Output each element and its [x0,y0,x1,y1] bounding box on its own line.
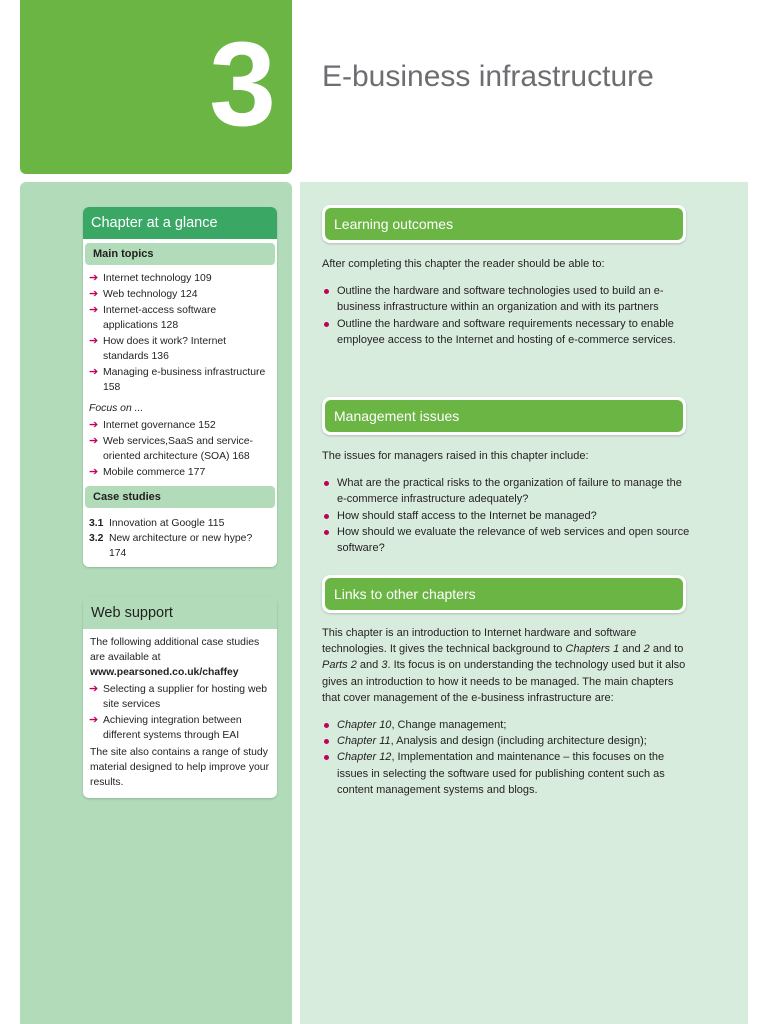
arrow-icon: ➔ [89,304,99,316]
chapter-number-box [20,0,292,174]
case-title: New architecture or new hype? 174 [109,533,253,559]
list-item: ➔ Mobile commerce 177 [89,466,206,478]
management-issues-heading: Management issues [325,400,683,432]
chapter-number: 3 [209,17,276,151]
list-item: ➔ Web technology 124 [89,288,198,300]
list-item: ➔ Selecting a supplier for hosting web site services [89,683,268,710]
web-support-list [83,682,277,743]
learning-outcomes-box [322,205,686,243]
links-text [322,625,690,798]
main-topics-heading: Main topics [85,243,275,265]
list-item: Chapter 11, Analysis and design (including architecture design); [322,733,690,749]
arrow-icon: ➔ [89,366,99,378]
links-list [322,717,690,798]
web-support-outro: The site also contains a range of study material designed to help improve your results. [90,747,270,788]
list-item: ➔ Web services,SaaS and service-oriented architecture (SOA) 168 [89,435,253,462]
focus-on-label: Focus on ... [89,403,144,414]
list-item: Outline the hardware and software technologies used to build an e-business infrastructure within an organization and with its partners [322,283,690,315]
list-item: ➔ Achieving integration between different systems through EAI [89,714,242,741]
glance-heading: Chapter at a glance [83,207,277,239]
case-studies-heading: Case studies [85,486,275,508]
list-item: How should staff access to the Internet be managed? [322,508,690,524]
main-topics-list [83,271,277,395]
learning-outcomes-heading: Learning outcomes [325,208,683,240]
learning-intro: After completing this chapter the reader should be able to: [322,258,605,270]
learning-list [322,283,690,348]
arrow-icon: ➔ [89,272,99,284]
learning-outcomes-text [322,256,690,348]
list-item: ➔ Managing e-business infrastructure 158 [89,366,266,393]
management-list [322,475,690,556]
arrow-icon: ➔ [89,419,99,431]
web-support-heading: Web support [83,597,277,629]
list-item: ➔ Internet governance 152 [89,419,216,431]
chapter-title: E-business infrastructure [322,60,654,93]
list-item: ➔ Internet technology 109 [89,272,212,284]
links-heading: Links to other chapters [325,578,683,610]
web-support-url[interactable]: www.pearsoned.co.uk/chaffey [90,667,239,678]
list-item: How should we evaluate the relevance of web services and open source software? [322,524,690,556]
management-intro: The issues for managers raised in this chapter include: [322,450,589,462]
list-item: Chapter 12, Implementation and maintenance – this focuses on the issues in selecting the software used for publishing content such as content management systems and blogs. [322,749,690,798]
arrow-icon: ➔ [89,335,99,347]
list-item [83,531,277,561]
arrow-icon: ➔ [89,435,99,447]
focus-topics-list [83,418,277,480]
management-issues-text [322,448,690,556]
list-item: Chapter 10, Change management; [322,717,690,733]
case-number: 3.2 [89,533,104,544]
case-number: 3.1 [89,518,104,529]
list-item: ➔ How does it work? Internet standards 136 [89,335,227,362]
management-issues-box [322,397,686,435]
list-item [83,516,277,531]
arrow-icon: ➔ [89,288,99,300]
list-item: Outline the hardware and software requirements necessary to enable employee access to the Internet and hosting of e-commerce services. [322,316,690,348]
arrow-icon: ➔ [89,683,99,695]
links-box [322,575,686,613]
chapter-at-a-glance-panel [83,207,277,567]
list-item: ➔ Internet-access software applications 128 [89,304,217,331]
web-support-intro: The following additional case studies are available at www.pearsoned.co.uk/chaffey [90,637,260,678]
web-support-panel [83,597,277,798]
links-paragraph: This chapter is an introduction to Internet hardware and software technologies. It gives the technical background to Chapters 1 and 2 and to Parts 2 and 3. Its focus is on understanding the technology used but it also gives an introduction to how it needs to be managed. The main chapters that cover management of the e-business infrastructure are: [322,627,686,704]
list-item: What are the practical risks to the organization of failure to manage the e-commerce infrastructure adequately? [322,475,690,507]
arrow-icon: ➔ [89,714,99,726]
case-studies-list [83,512,277,567]
case-title: Innovation at Google 115 [109,518,225,529]
arrow-icon: ➔ [89,466,99,478]
